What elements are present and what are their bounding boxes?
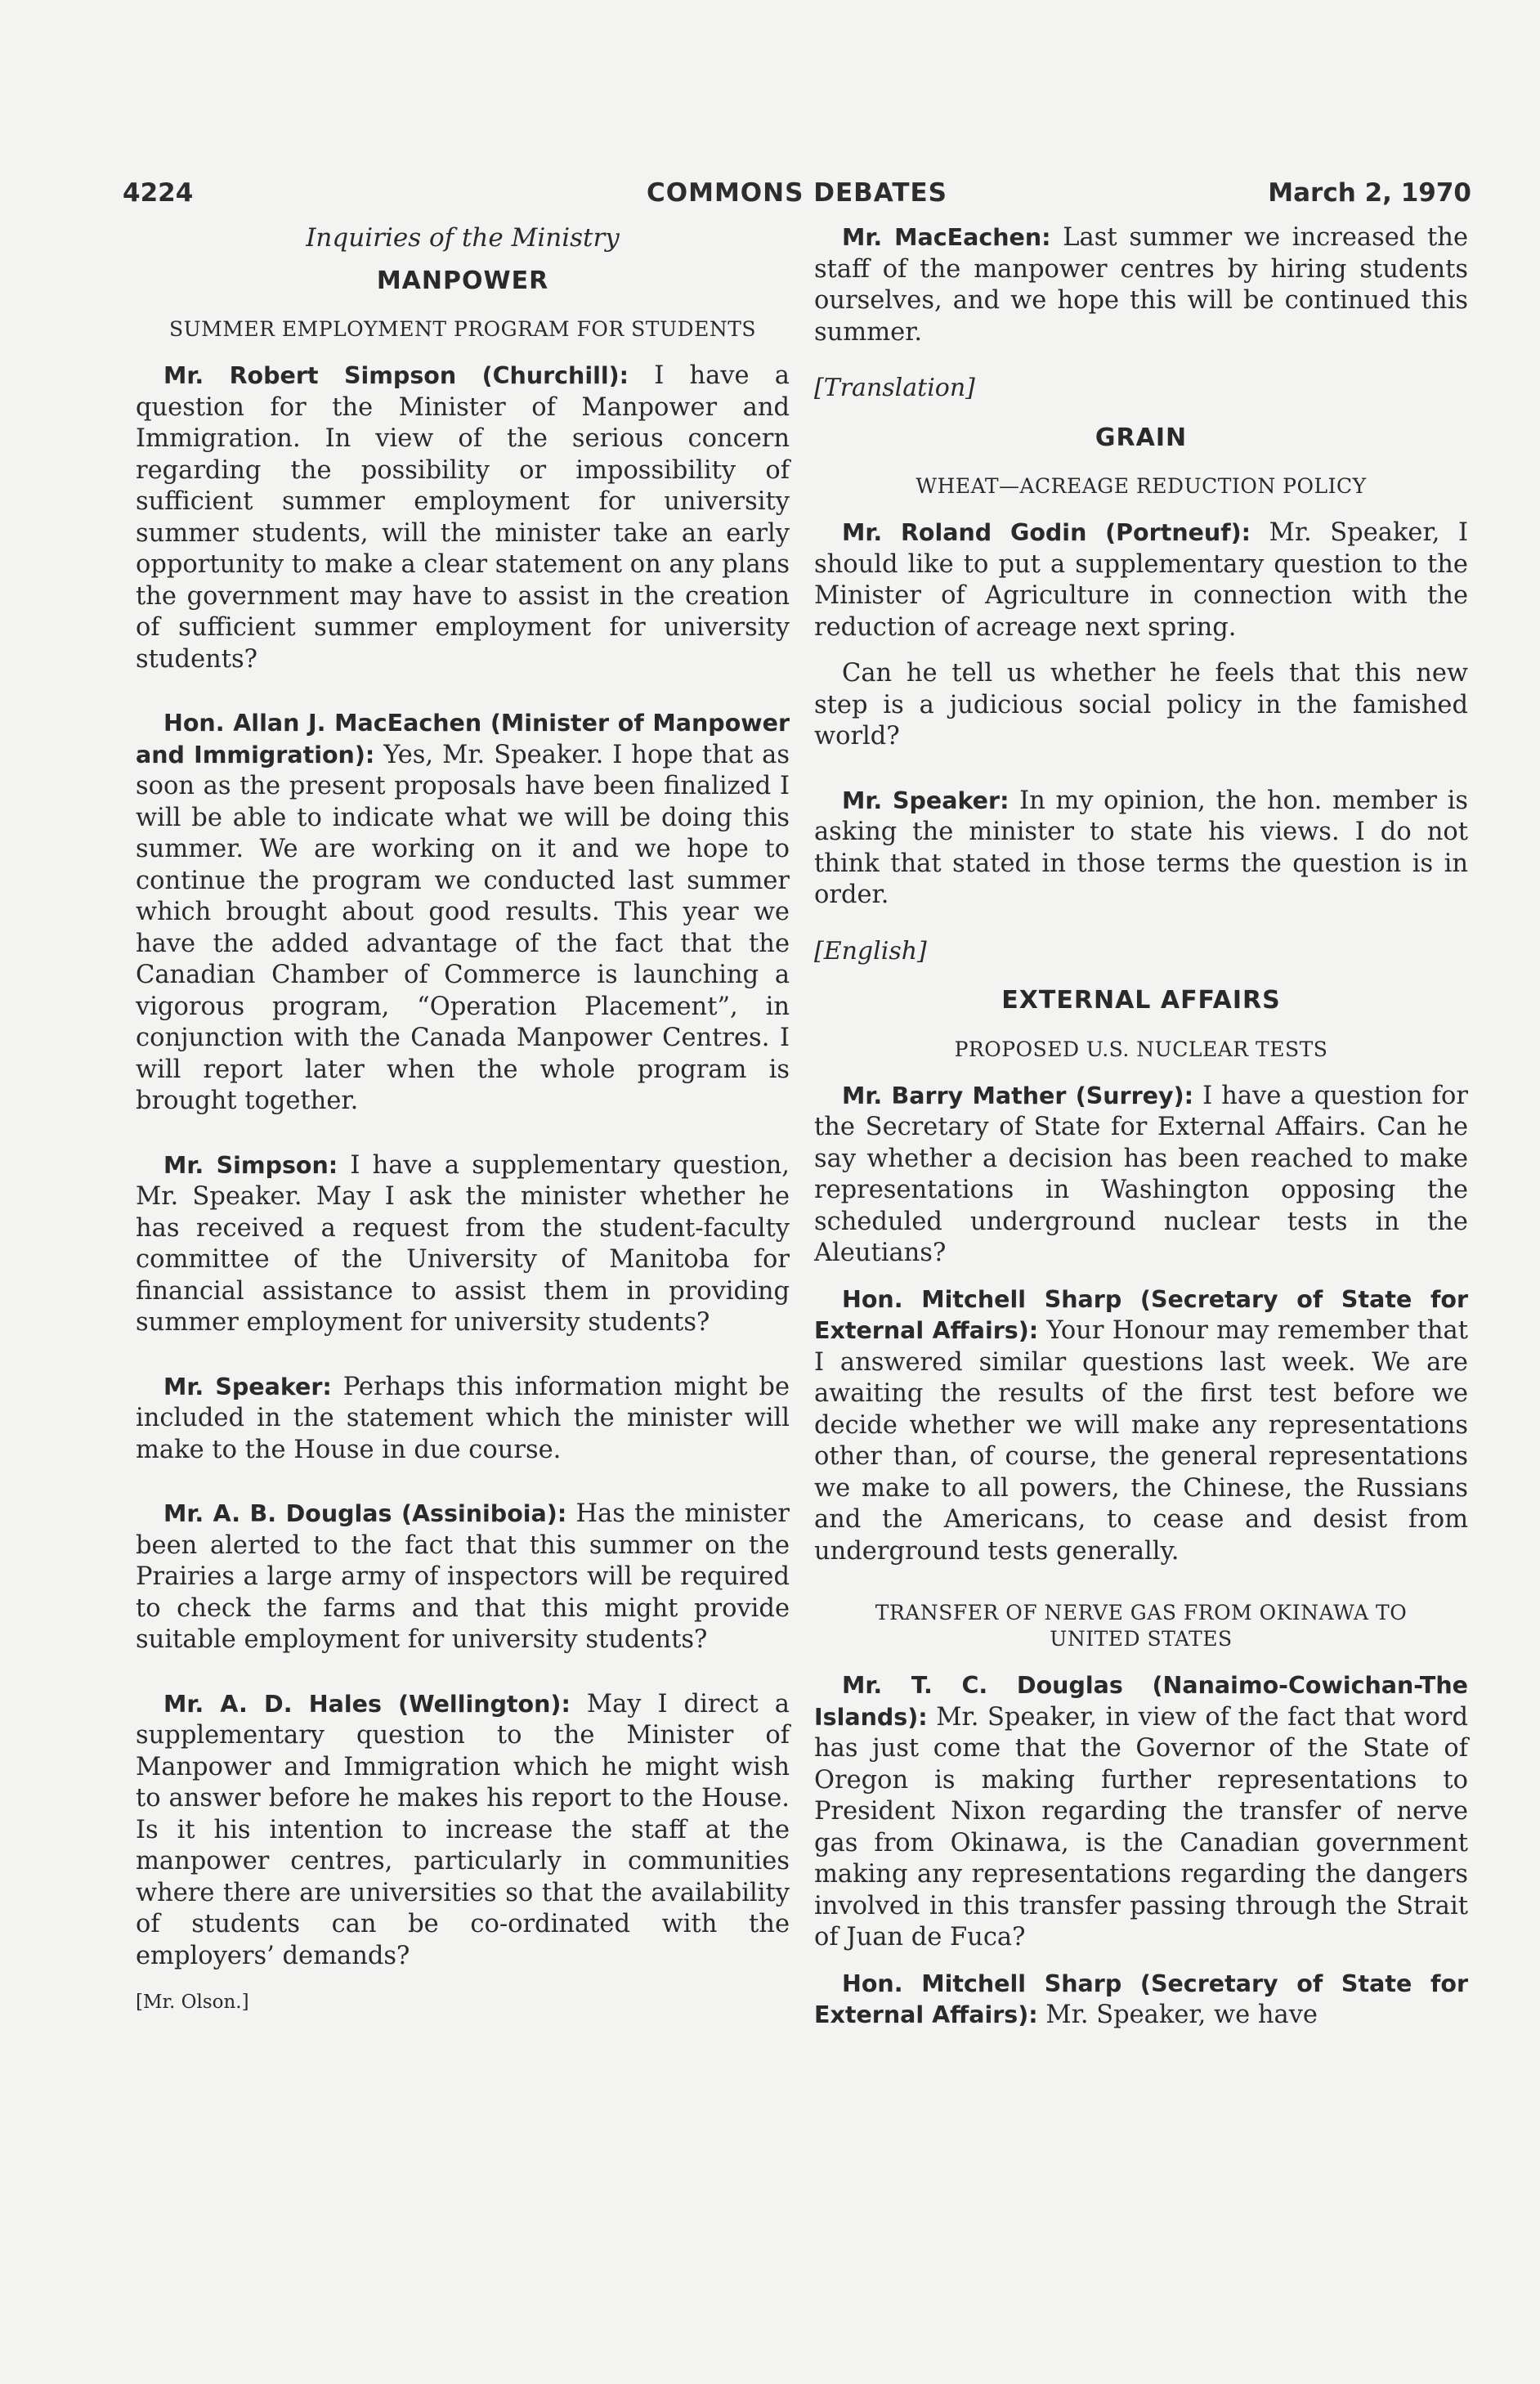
speaker-marker: [Mr. Olson.]	[136, 1992, 249, 2013]
speaker-name: Mr. Barry Mather (Surrey):	[842, 1082, 1193, 1109]
speaker-name: Mr. A. D. Hales (Wellington):	[163, 1690, 571, 1718]
speech-paragraph	[136, 1689, 790, 1973]
speech-paragraph	[136, 1372, 790, 1467]
speaker-name: Hon. Allan J. MacEachen (Minister of Manpower and Immigration):	[136, 710, 790, 769]
speech-text: Last summer we increased the staff of the manpower centres by hiring students ourselves, and we hope this will be continued this summer.	[814, 223, 1468, 347]
speech-text: Perhaps this information might be included in the statement which the minister will make to the House in due course.	[136, 1372, 790, 1464]
speech-text: I have a supplementary question, Mr. Speaker. May I ask the minister whether he has received a request from the student-faculty committee of the University of Manitoba for financial assistance to assist them in providing summer employment for university students?	[136, 1150, 790, 1337]
section-title-manpower: MANPOWER	[376, 266, 549, 295]
speaker-name: Mr. T. C. Douglas (Nanaimo-Cowichan-The Islands):	[814, 1672, 1468, 1731]
speech-text: Yes, Mr. Speaker. I hope that as soon as the present proposals have been finalized I will be able to indicate what we will be doing this summer. We are working on it and we hope to continue the program we conducted last summer which brought about good results. This year we have the added advantage of the fact that the Canadian Chamber of Commerce is launching a vigorous program, “Operation Placement”, in conjunction with the Canada Manpower Centres. I will report later when the whole program is brought together.	[136, 740, 790, 1115]
speech-paragraph	[136, 1150, 790, 1339]
speaker-name: Mr. MacEachen:	[842, 224, 1051, 251]
speaker-name: Hon. Mitchell Sharp (Secretary of State for External Affairs):	[814, 1285, 1468, 1344]
speaker-name: Mr. Speaker:	[842, 786, 1010, 814]
speech-text: In my opinion, the hon. member is asking the minister to state his views. I do not think that stated in those terms the question is in order.	[814, 786, 1468, 909]
speech-text: May I direct a supplementary question to the Minister of Manpower and Immigration which he might wish to answer before he makes his report to the House. Is it his intention to increase the staff at the manpower centres, particularly in communities where there are universities so that the availability of students can be co-ordinated with the employers’ demands?	[136, 1689, 790, 1970]
publication-title: COMMONS DEBATES	[647, 178, 947, 208]
speech-paragraph	[814, 222, 1468, 348]
subsection-title: Inquiries of the Ministry	[306, 223, 620, 253]
speaker-name: Mr. A. B. Douglas (Assiniboia):	[163, 1500, 567, 1527]
speech-text: I have a question for the Minister of Manpower and Immigration. In view of the serious concern regarding the possibility or impossibility of sufficient summer employment for university summer students, will the minister take an early opportunity to make a clear statement on any plans the government may have to assist in the creation of sufficient summer employment for university students?	[136, 361, 790, 674]
speech-paragraph	[136, 361, 790, 675]
speech-text: Mr. Speaker, we have	[1037, 2001, 1318, 2029]
heading-wheat-acreage: WHEAT—ACREAGE REDUCTION POLICY	[915, 474, 1367, 498]
speech-text: Your Honour may remember that I answered similar questions last week. We are awaiting the results of the first test before we decide whether we will make any representations other than, of course, the general representations we make to all powers, the Chinese, the Russians and the Americans, to cease and desist from underground tests generally.	[814, 1316, 1468, 1566]
speech-paragraph	[136, 1499, 790, 1656]
section-title-external-affairs: EXTERNAL AFFAIRS	[1001, 986, 1281, 1015]
speech-text: Mr. Speaker, I should like to put a supplementary question to the Minister of Agriculture in connection with the reduction of acreage next spring.	[814, 518, 1468, 642]
speech-text: Can he tell us whether he feels that this new step is a judicious social policy in the famished world?	[814, 659, 1468, 751]
speech-paragraph	[814, 658, 1468, 753]
publication-date: March 2, 1970	[1268, 178, 1471, 208]
speech-paragraph	[814, 1670, 1468, 1954]
speaker-name: Mr. Roland Godin (Portneuf):	[842, 519, 1251, 546]
speech-text: Has the minister been alerted to the fact that this summer on the Prairies a large army of inspectors will be required to check the farms and that this might provide suitable employment for university students?	[136, 1499, 790, 1654]
speech-paragraph	[814, 518, 1468, 643]
section-title-grain: GRAIN	[1095, 423, 1188, 452]
left-column	[136, 222, 790, 2019]
page-number: 4224	[123, 178, 194, 208]
speaker-name: Mr. Speaker:	[163, 1373, 332, 1400]
heading-summer-employment: SUMMER EMPLOYMENT PROGRAM FOR STUDENTS	[168, 317, 756, 341]
speech-paragraph	[814, 1969, 1468, 2032]
speech-paragraph	[814, 786, 1468, 912]
speech-text: Mr. Speaker, in view of the fact that word has just come that the Governor of the State of Oregon is making further representations to President Nixon regarding the transfer of nerve gas from Okinawa, is the Canadian government making any representations regarding the dangers involved in this transfer passing through the Strait of Juan de Fuca?	[814, 1702, 1468, 1952]
running-header	[123, 178, 1471, 219]
speaker-name: Hon. Mitchell Sharp (Secretary of State for External Affairs):	[814, 1969, 1468, 2028]
speech-paragraph	[136, 708, 790, 1118]
speech-paragraph	[814, 1081, 1468, 1270]
speaker-name: Mr. Simpson:	[163, 1151, 338, 1179]
speech-text: I have a question for the Secretary of State for External Affairs. Can he say whether a decision has been reached to make representations in Washington opposing the scheduled underground nuclear tests in the Aleutians?	[814, 1081, 1468, 1267]
heading-nuclear-tests: PROPOSED U.S. NUCLEAR TESTS	[954, 1037, 1328, 1061]
right-column	[814, 222, 1468, 2046]
speaker-name: Mr. Robert Simpson (Churchill):	[163, 362, 629, 389]
translation-label: [Translation]	[814, 374, 975, 402]
heading-nerve-gas: TRANSFER OF NERVE GAS FROM OKINAWA TO UNITED STATES	[875, 1601, 1408, 1651]
speech-paragraph	[814, 1284, 1468, 1568]
english-label: [English]	[814, 936, 927, 966]
